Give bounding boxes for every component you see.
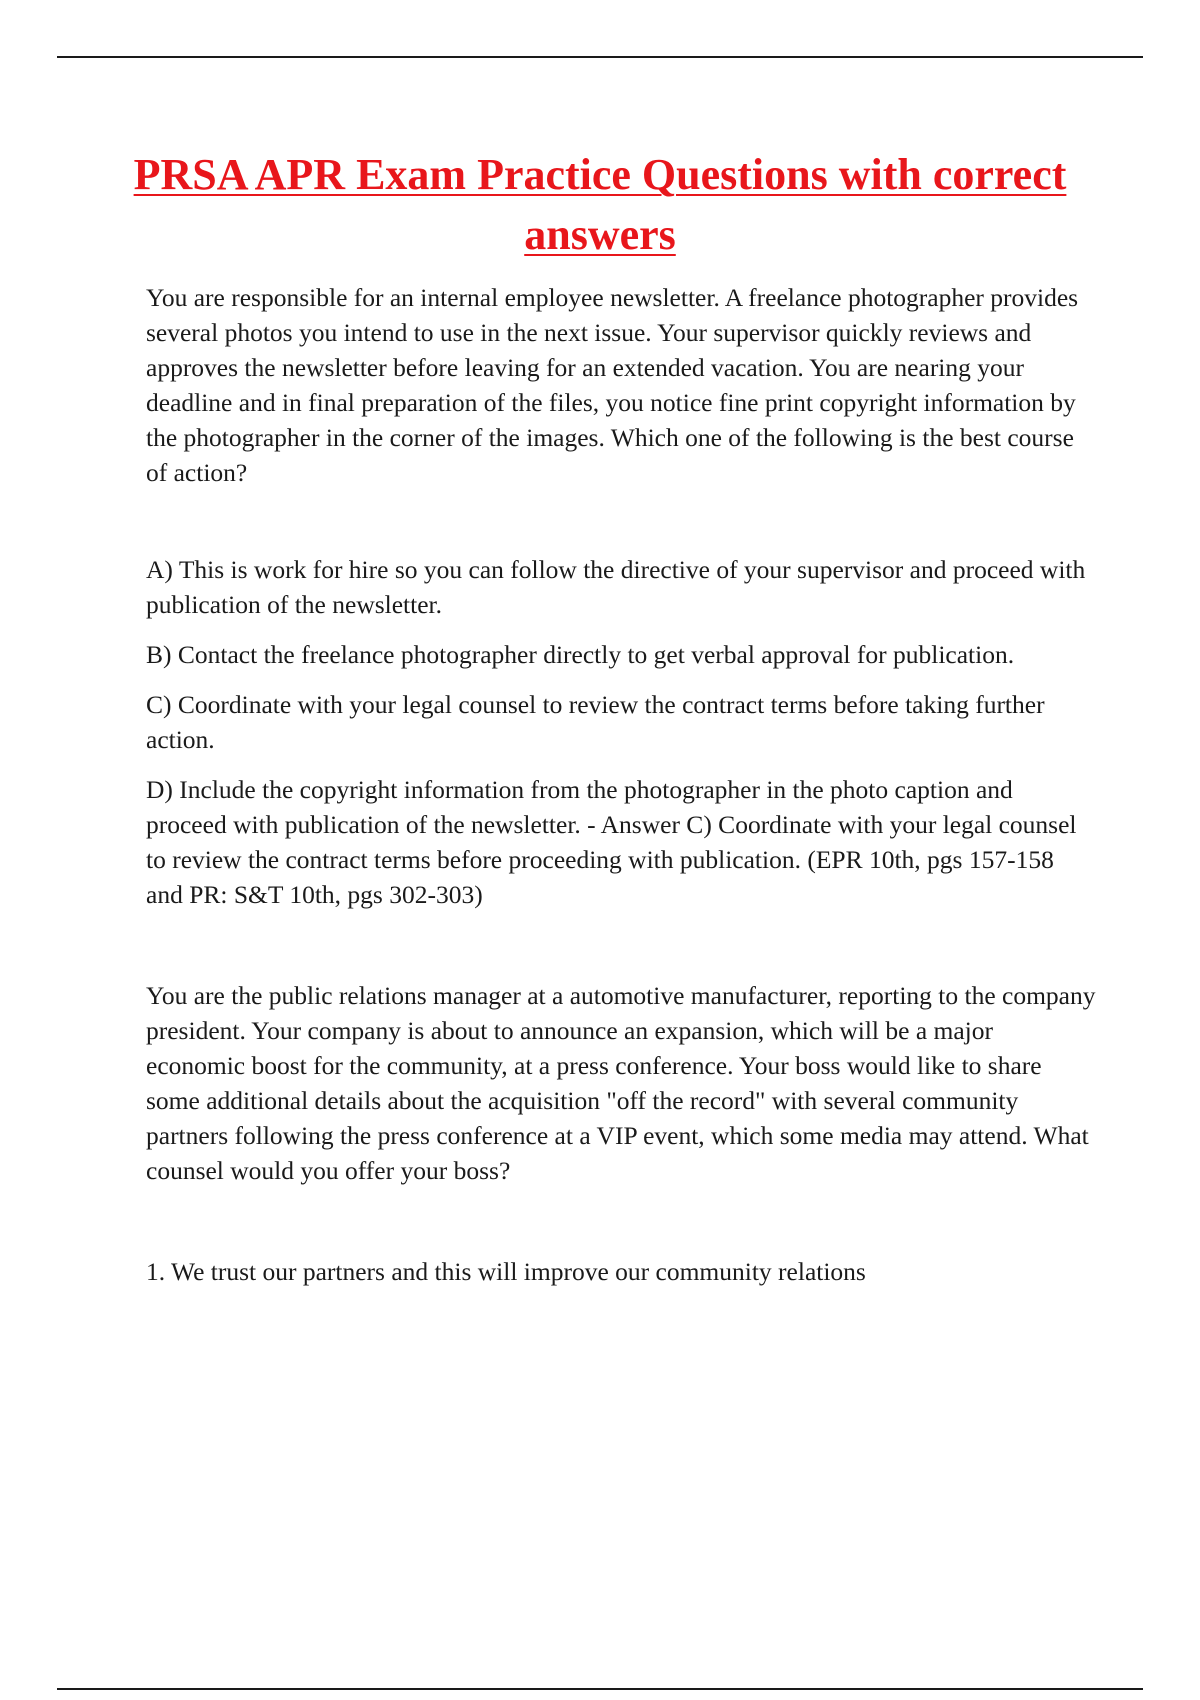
question-1-stem: You are responsible for an internal employee newsletter. A freelance photographer provides several photos you intend to use in the next issue. Your supervisor quickly reviews and approves the newsletter before leaving for an extended vacation. You are nearing your deadline and in final preparation of the files, you notice fine print copyright information by the photographer in the corner of the images. Which one of the following is the best course of action? xyxy=(146,283,1079,487)
question-1-option-d-answer: D) Include the copyright information from the photographer in the photo caption and proceed with publication of the newsletter. - Answer C) Coordinate with your legal counsel to review the contract terms before proceeding with publication. (EPR 10th, pgs 157-158 and PR: S&T 10th, pgs 302-303) xyxy=(146,775,1077,909)
document-title-text: PRSA APR Exam Practice Questions with correct answers xyxy=(133,150,1067,259)
question-1-option-a: A) This is work for hire so you can follow the directive of your supervisor and proceed with publication of the newsletter. xyxy=(146,555,1086,619)
question-1-option-b: B) Contact the freelance photographer directly to get verbal approval for publication. xyxy=(146,640,1015,669)
question-2-option-1: 1. We trust our partners and this will improve our community relations xyxy=(146,1257,866,1286)
bottom-rule xyxy=(57,1688,1143,1690)
document-title xyxy=(100,145,1100,265)
top-rule xyxy=(57,56,1143,58)
question-2-stem: You are the public relations manager at a automotive manufacturer, reporting to the company president. Your company is about to announce an expansion, which will be a major economic boost for the community, at a press conference. Your boss would like to share some additional details about the acquisition "off the record" with several community partners following the press conference at a VIP event, which some media may attend. What counsel would you offer your boss? xyxy=(146,981,1096,1185)
document-body xyxy=(146,280,1096,1289)
question-1-option-c: C) Coordinate with your legal counsel to review the contract terms before taking further action. xyxy=(146,690,1045,754)
